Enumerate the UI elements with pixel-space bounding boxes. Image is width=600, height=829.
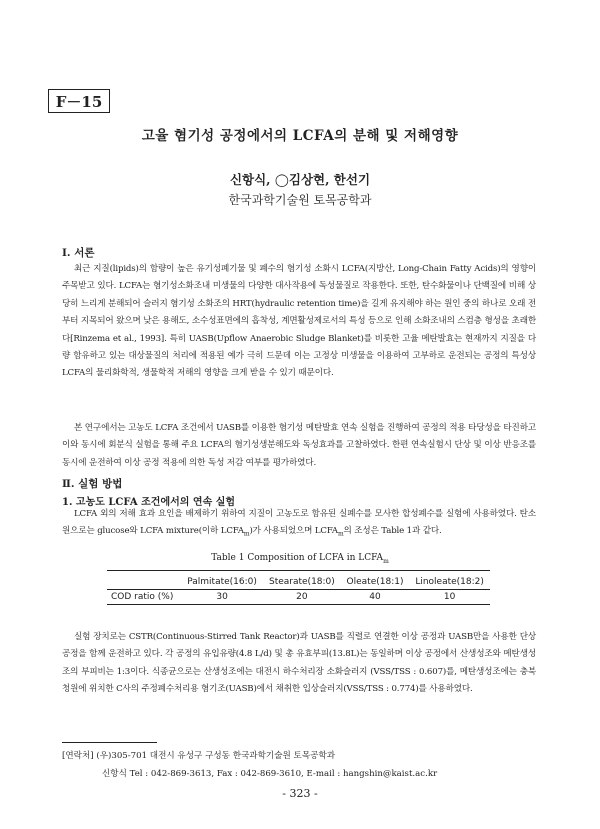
table-header-row [107, 571, 490, 590]
table-header-cell: Linoleate(18:2) [409, 571, 490, 590]
methods-subscript-1: m [243, 531, 250, 539]
footnote-divider [62, 742, 157, 743]
paper-code-badge: F－15 [48, 89, 110, 113]
table-caption-text: Table 1 Composition of LCFA in LCFA [211, 553, 384, 563]
table-cell: 40 [369, 592, 381, 602]
table-header-cell: Oleate(18:1) [341, 571, 409, 590]
methods-paragraph-1-part-a: LCFA 외의 저해 효과 요인을 배제하기 위하여 지질이 고농도로 함유된 실폐수를 모사한 합성폐수를 실험에 사용하였다. 탄소원으로는 glucose와 LCFA mixture(이하 LCFA [62, 509, 536, 537]
introduction-paragraph-1-text: 최근 지질(lipids)의 함량이 높은 유기성폐기물 및 폐수의 혐기성 소화시 LCFA(지방산, Long-Chain Fatty Acids)의 영향이 주목받고 있다. LCFA는 혐기성소화조내 미생물의 다양한 대사작용에 독성물질로 작용한다. 또한, 탄수화물이나 단백질에 비해 상당히 느리게 분해되어 슬러지 혐기성 소화조의 HRT(hydraulic retention time)을 길게 유지해야 하는 원인 중의 하나로 오래 전부터 지목되어 왔으며 낮은 용해도, 소수성표면에의 흡착성, 계면활성제로서의 특성 등으로 인해 소화조내의 스컴층 형성을 초래한다[Rinzema et al., 1993]. 특히 UASB(Upflow Anaerobic Sludge Blanket)를 비롯한 고율 메탄발효는 현재까지 지질을 다량 함유하고 있는 대상물질의 처리에 적용된 예가 극히 드문데 이는 고정상 미생물을 이용하여 고부하로 운전되는 공정의 특성상 LCFA의 물리화학적, 생물학적 저해의 영향을 크게 받을 수 있기 때문이다. [62, 264, 536, 379]
methods-paragraph-1 [62, 506, 536, 544]
table-header-cell [107, 571, 181, 590]
table-caption [0, 553, 600, 565]
affiliation: 한국과학기술원 토목공학과 [228, 193, 372, 207]
contact-address: [연락처] (우)305-701 대전시 유성구 구성동 한국과학기술원 토목공학과 [62, 751, 336, 761]
contact-details: 신항식 Tel : 042-869-3613, Fax : 042-869-3610, E-mail : hangshin@kaist.ac.kr [102, 769, 438, 779]
table-cell: 20 [296, 592, 308, 602]
composition-table [107, 570, 490, 605]
methods-paragraph-2-text: 실험 장치로는 CSTR(Continuous-Stirred Tank Reactor)과 UASB를 직렬로 연결한 이상 공정과 UASB만을 사용한 단상 공정을 함께 운전하고 있다. 각 공정의 유입유량(4.8 L/d) 및 총 유효부피(13.8L)는 동일하며 이상 공정에서 산생성조와 메탄생성조의 부피비는 1:3이다. 식종균으로는 산생성조에는 대전시 하수처리장 소화슬러지 (VSS/TSS : 0.607)를, 메탄생성조에는 충북 청원에 위치한 C사의 주정폐수처리용 혐기조(UASB)에서 채취한 입상슬러지(VSS/TSS : 0.774)를 사용하였다. [62, 632, 536, 695]
table-row-label: COD ratio (%) [111, 592, 174, 602]
methods-paragraph-2 [62, 629, 536, 699]
table-cell: 10 [443, 592, 456, 602]
section-heading-methods: Ⅱ. 실험 방법 [62, 478, 123, 490]
table-header-cell: Stearate(18:0) [263, 571, 341, 590]
section-heading-introduction: Ⅰ. 서론 [62, 247, 95, 259]
methods-subscript-2: m [337, 531, 344, 539]
paper-title: 고율 혐기성 공정에서의 LCFA의 분해 및 저해영향 [141, 128, 459, 144]
authors: 신항식, ◯김상현, 한선기 [229, 172, 371, 187]
methods-paragraph-1-part-c: 의 조성은 Table 1과 같다. [343, 526, 442, 537]
introduction-paragraph-1 [62, 261, 536, 383]
methods-paragraph-1-part-b: )가 사용되었으며 LCFA [249, 526, 338, 537]
page-number: - 323 - [282, 787, 318, 800]
table-caption-subscript: m [383, 557, 389, 565]
table-row [107, 590, 490, 605]
table-header-cell: Palmitate(16:0) [181, 571, 263, 590]
introduction-paragraph-2 [62, 420, 536, 472]
subsection-heading-continuous-experiment: 1. 고농도 LCFA 조건에서의 연속 실험 [62, 497, 236, 508]
introduction-paragraph-2-body: 본 연구에서는 고농도 LCFA 조건에서 UASB를 이용한 혐기성 메탄발효 연속 실험을 진행하여 공정의 적용 타당성을 타진하고 이와 동시에 회분식 실험을 통해 주요 LCFA의 혐기성생분해도와 독성효과를 고찰하였다. 한편 연속실험시 단상 및 이상 반응조를 동시에 운전하여 이상 공정 적용에 의한 독성 저감 여부를 평가하였다. [62, 423, 536, 468]
table-cell: 30 [216, 592, 228, 602]
